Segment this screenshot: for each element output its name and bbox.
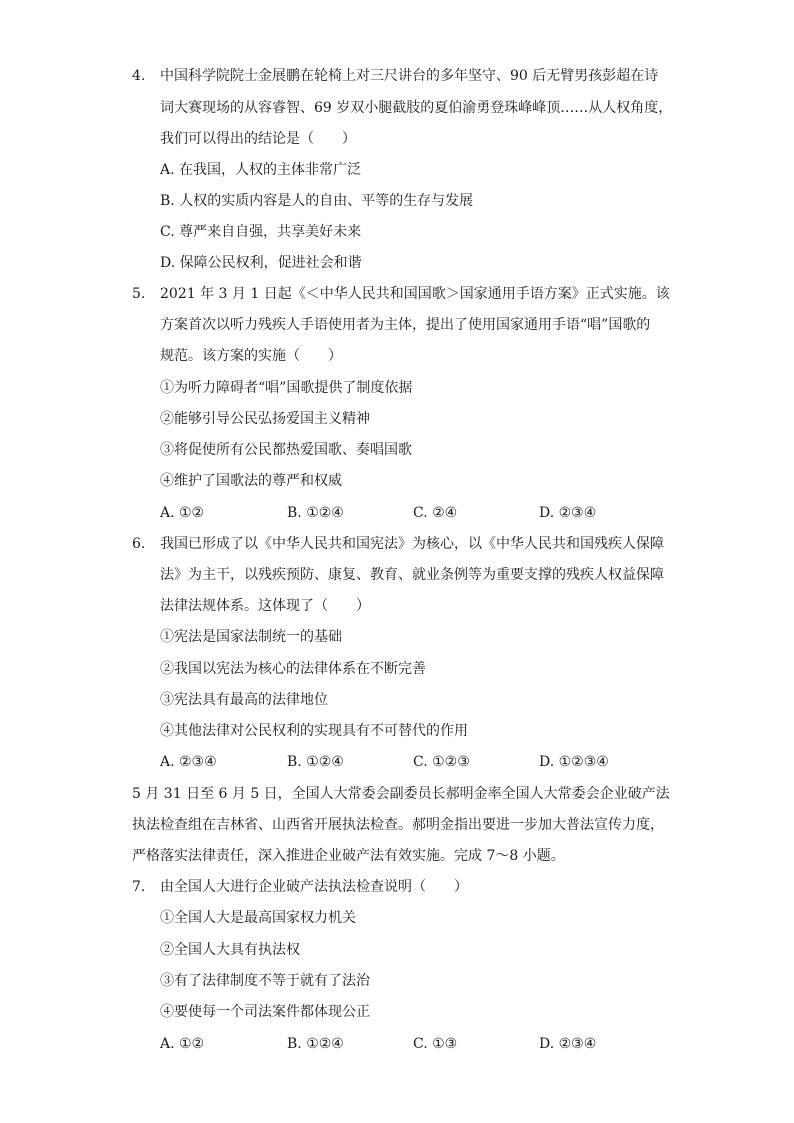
choice-c: C. ①③: [413, 1036, 458, 1052]
question-text-line: 我国已形成了以《中华人民共和国宪法》为核心，以《中华人民共和国残疾人保障: [160, 536, 664, 552]
option-c: C. 尊严来自自强，共享美好未来: [160, 224, 362, 240]
choice-a: A. ①②: [160, 1036, 205, 1052]
choice-d: D. ①②③④: [539, 754, 609, 770]
option-b: B. 人权的实质内容是人的自由、平等的生存与发展: [160, 193, 474, 209]
statement-4: ④维护了国歌法的尊严和权威: [160, 473, 342, 489]
statement-2: ②我国以宪法为核心的法律体系在不断完善: [160, 661, 426, 677]
statement-2: ②能够引导公民弘扬爱国主义精神: [160, 411, 370, 427]
question-text-line: 中国科学院院士金展鹏在轮椅上对三尺讲台的多年坚守、90 后无臂男孩彭超在诗: [160, 68, 659, 84]
question-text-line: 2021 年 3 月 1 日起《＜中华人民共和国国歌＞国家通用手语方案》正式实施。该: [160, 286, 670, 302]
statement-1: ①宪法是国家法制统一的基础: [160, 629, 342, 645]
option-d: D. 保障公民权利，促进社会和谐: [160, 255, 362, 271]
question-text-line: 由全国人大进行企业破产法执法检查说明（ ）: [160, 879, 468, 895]
statement-4: ④其他法律对公民权利的实现具有不可替代的作用: [160, 723, 468, 739]
statement-2: ②全国人大具有执法权: [160, 942, 300, 958]
question-number: 7.: [132, 879, 146, 895]
question-number: 6.: [132, 536, 146, 552]
question-text-line: 我们可以得出的结论是（ ）: [160, 131, 356, 147]
choice-b: B. ①②④: [287, 505, 344, 521]
statement-1: ①为听力障碍者“唱”国歌提供了制度依据: [160, 380, 413, 396]
choice-b: B. ①②④: [287, 754, 344, 770]
question-text-line: 词大赛现场的从容睿智、69 岁双小腿截肢的夏伯渝勇登珠峰峰顶……从人权角度，: [160, 100, 673, 116]
passage-line: 5 月 31 日至 6 月 5 日，全国人大常委会副委员长郝明金率全国人大常委会企业破产法: [132, 786, 670, 802]
question-number: 5.: [132, 286, 146, 302]
choice-a: A. ②③④: [160, 754, 217, 770]
question-text-line: 法》为主干，以残疾预防、康复、教育、就业条例等为重要支撑的残疾人权益保障: [160, 567, 664, 583]
choice-d: D. ②③④: [539, 505, 597, 521]
statement-3: ③宪法具有最高的法律地位: [160, 692, 328, 708]
statement-3: ③有了法律制度不等于就有了法治: [160, 973, 370, 989]
question-text-line: 规范。该方案的实施（ ）: [160, 348, 342, 364]
question-text-line: 方案首次以听力残疾人手语使用者为主体，提出了使用国家通用手语“唱”国歌的: [160, 317, 651, 333]
statement-4: ④要使每一个司法案件都体现公正: [160, 1004, 370, 1020]
option-a: A. 在我国，人权的主体非常广泛: [160, 162, 362, 178]
choice-a: A. ①②: [160, 505, 205, 521]
choice-d: D. ②③④: [539, 1036, 597, 1052]
choice-c: C. ②④: [413, 505, 458, 521]
choice-c: C. ①②③: [413, 754, 470, 770]
passage-line: 严格落实法律责任，深入推进企业破产法有效实施。完成 7～8 小题。: [132, 848, 565, 864]
statement-1: ①全国人大是最高国家权力机关: [160, 910, 356, 926]
statement-3: ③将促使所有公民都热爱国歌、奏唱国歌: [160, 442, 412, 458]
question-text-line: 法律法规体系。这体现了（ ）: [160, 598, 370, 614]
passage-line: 执法检查组在吉林省、山西省开展执法检查。郝明金指出要进一步加大普法宣传力度，: [132, 817, 664, 833]
question-number: 4.: [132, 68, 146, 84]
choice-b: B. ①②④: [287, 1036, 344, 1052]
